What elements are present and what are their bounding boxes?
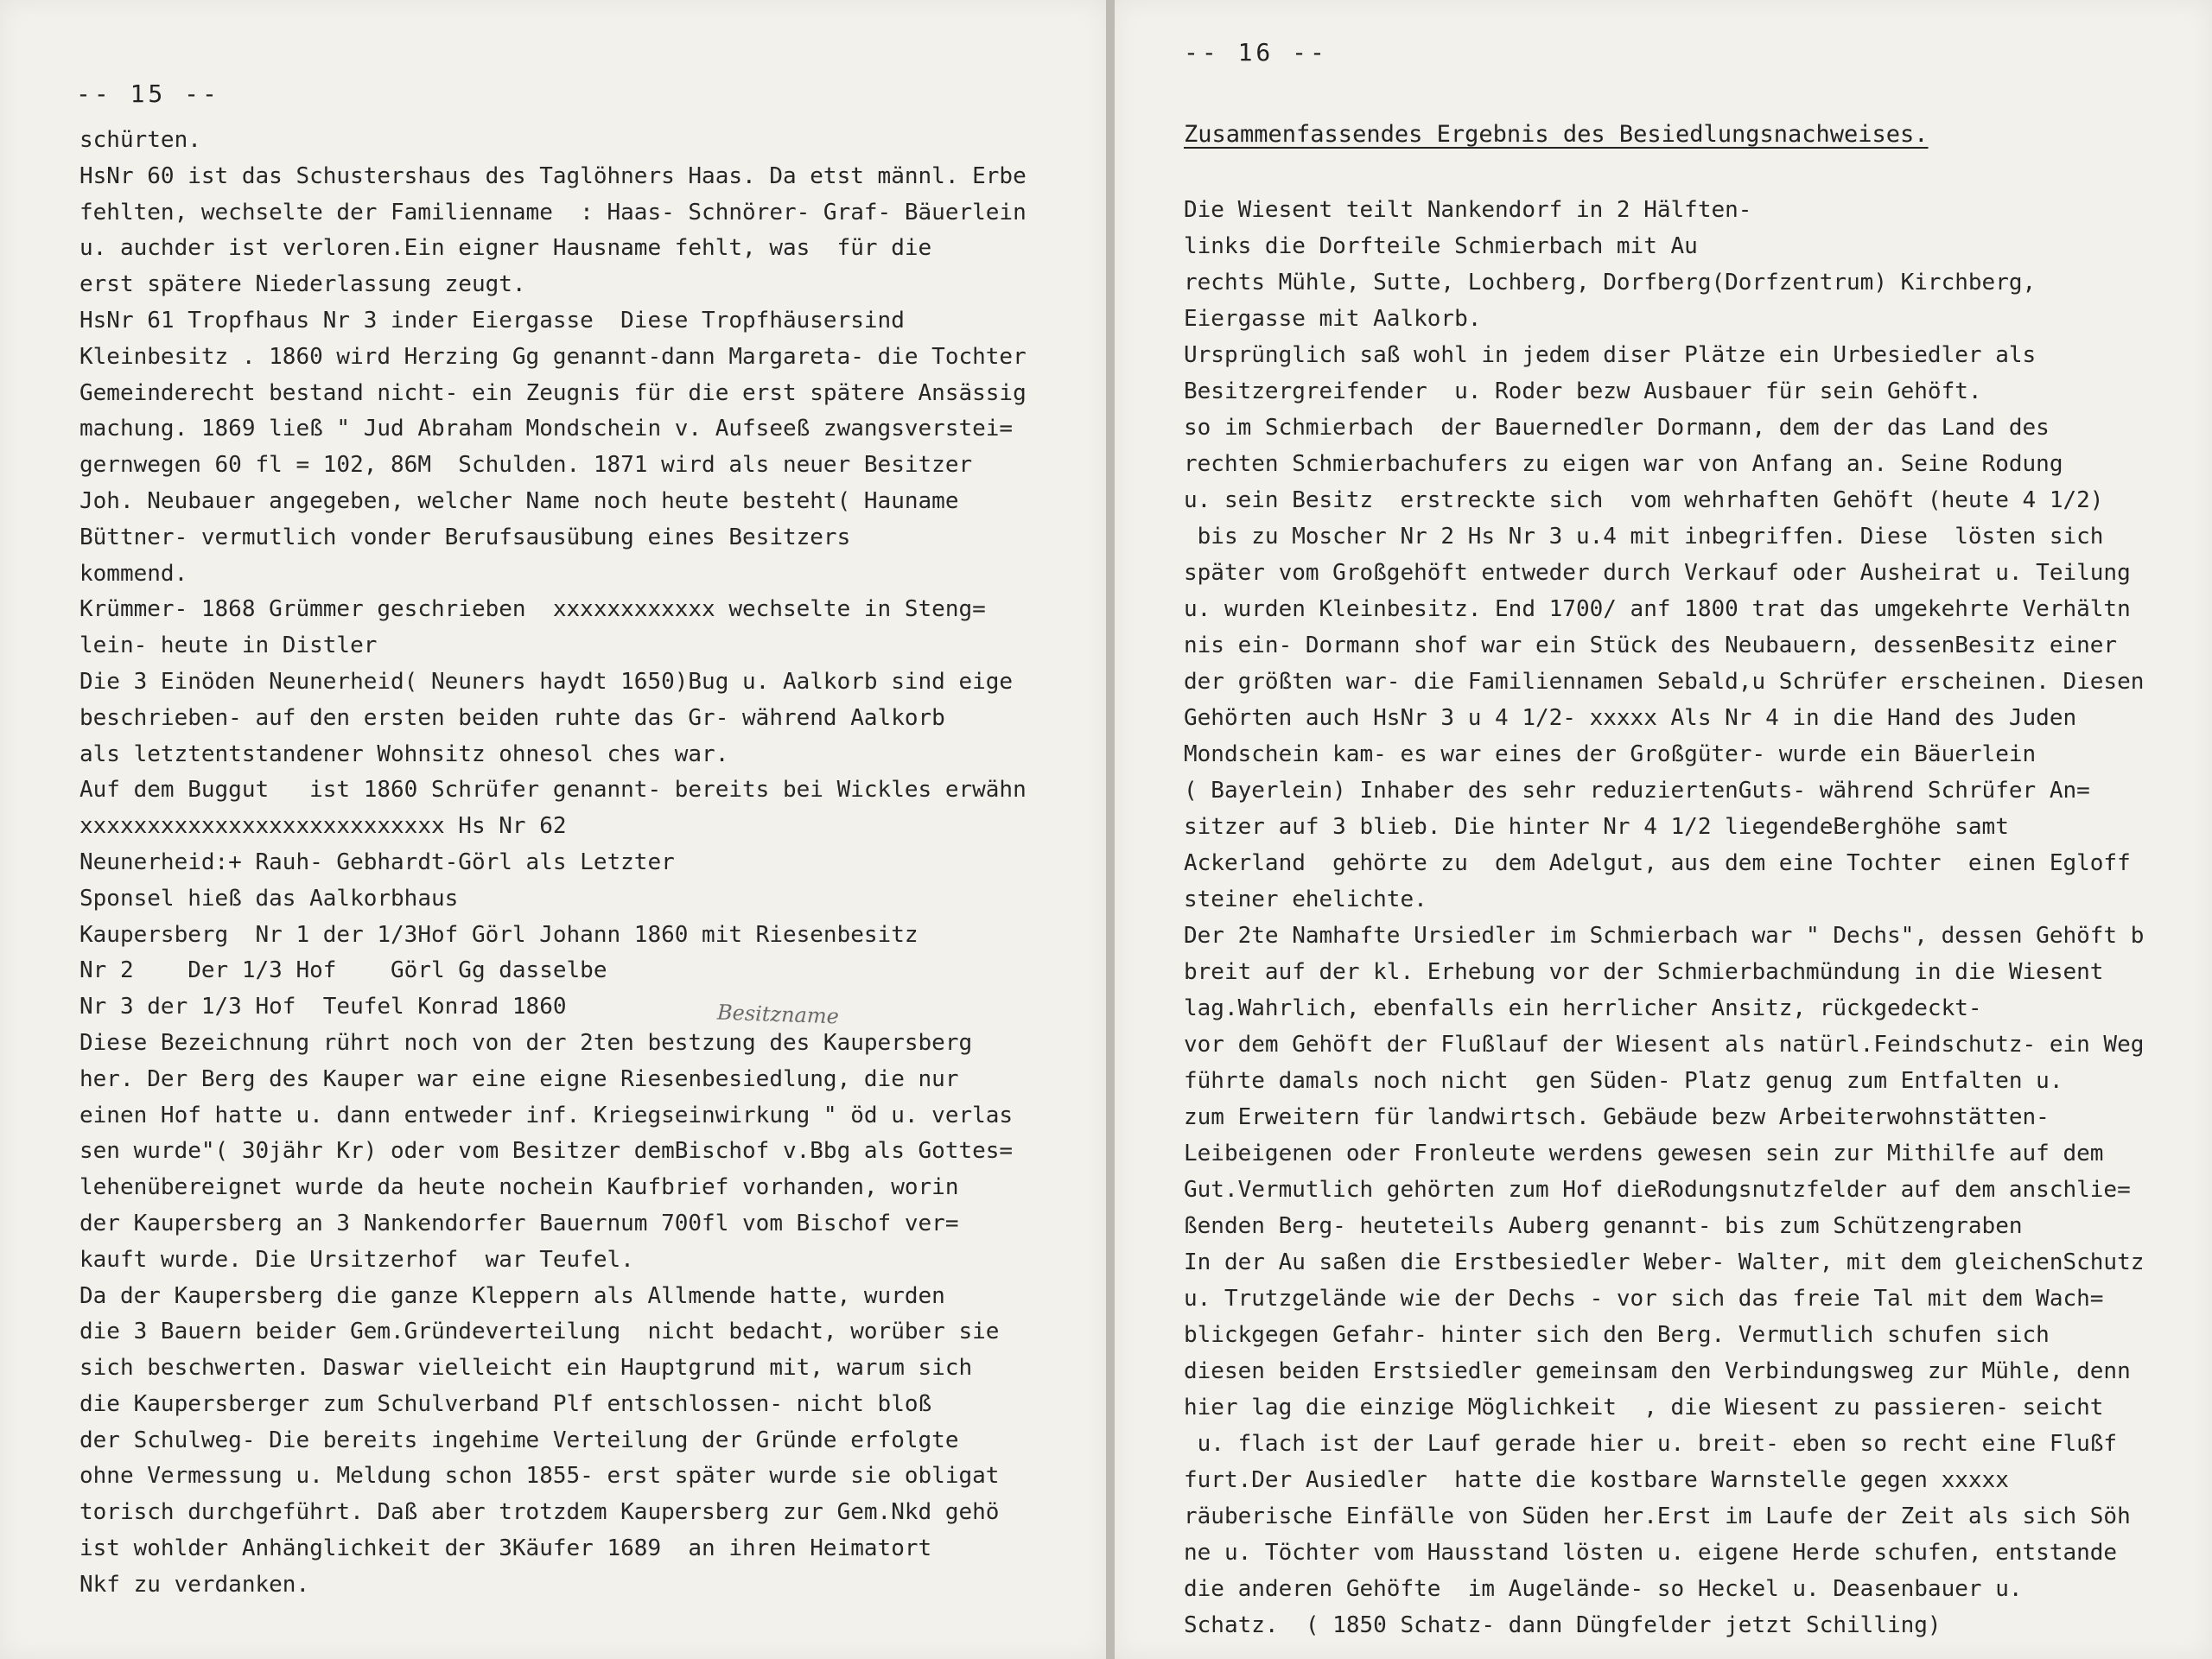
- text-line: diesen beiden Erstsiedler gemeinsam den Verbindungsweg zur Mühle, denn: [1184, 1358, 2131, 1384]
- text-line: blickgegen Gefahr- hinter sich den Berg. Vermutlich schufen sich: [1184, 1322, 2050, 1348]
- text-line: Sponsel hieß das Aalkorbhaus: [79, 885, 459, 912]
- page-16-text: [1184, 192, 2208, 1643]
- text-line: erst spätere Niederlassung zeugt.: [79, 271, 526, 298]
- text-line: Besitzergreifender u. Roder bezw Ausbauer für sein Gehöft.: [1184, 378, 1982, 404]
- text-line: der Kaupersberg an 3 Nankendorfer Bauernum 700fl vom Bischof ver=: [79, 1210, 959, 1236]
- text-line: so im Schmierbach der Bauernedler Dormann, dem der das Land des: [1184, 415, 2050, 441]
- text-line: HsNr 60 ist das Schustershaus des Taglöhners Haas. Da etst männl. Erbe: [79, 162, 1027, 189]
- text-line: kommend.: [79, 560, 188, 587]
- text-line: machung. 1869 ließ " Jud Abraham Mondschein v. Aufseeß zwangsverstei=: [79, 416, 1014, 442]
- text-line: furt.Der Ausiedler hatte die kostbare Warnstelle gegen xxxxx: [1184, 1467, 2009, 1493]
- text-line: torisch durchgeführt. Daß aber trotzdem Kaupersberg zur Gem.Nkd gehö: [79, 1499, 1000, 1526]
- text-line: führte damals noch nicht gen Süden- Platz genug zum Entfalten u.: [1184, 1068, 2063, 1094]
- text-line: In der Au saßen die Erstbesiedler Weber- Walter, mit dem gleichenSchutz: [1184, 1249, 2145, 1275]
- text-line: sen wurde"( 30jähr Kr) oder vom Besitzer demBischof v.Bbg als Gottes=: [79, 1138, 1014, 1165]
- text-line: Krümmer- 1868 Grümmer geschrieben xxxxxxxxxxxx wechselte in Steng=: [79, 596, 986, 623]
- text-line: u. wurden Kleinbesitz. End 1700/ anf 1800 trat das umgekehrte Verhältn: [1184, 596, 2131, 622]
- text-line: Joh. Neubauer angegeben, welcher Name noch heute besteht( Hauname: [79, 487, 959, 514]
- text-line: Diese Bezeichnung rührt noch von der 2ten bestzung des Kaupersberg: [79, 1029, 973, 1056]
- text-line: gernwegen 60 fl = 102, 86M Schulden. 1871 wird als neuer Besitzer: [79, 452, 973, 479]
- text-line: beschrieben- auf den ersten beiden ruhte das Gr- während Aalkorb: [79, 704, 945, 731]
- page-15-text: [79, 123, 1103, 1604]
- text-line: Ursprünglich saß wohl in jedem diser Plätze ein Urbesiedler als: [1184, 342, 2037, 368]
- text-line: Die 3 Einöden Neunerheid( Neuners haydt 1650)Bug u. Aalkorb sind eige: [79, 668, 1014, 695]
- text-line: ist wohlder Anhänglichkeit der 3Käufer 1689 an ihren Heimatort: [79, 1535, 932, 1562]
- page-gutter: [1106, 0, 1115, 1659]
- text-line: ßenden Berg- heuteteils Auberg genannt- bis zum Schützengraben: [1184, 1213, 2023, 1239]
- text-line: die Kaupersberger zum Schulverband Plf entschlossen- nicht bloß: [79, 1390, 932, 1417]
- text-line: Nkf zu verdanken.: [79, 1571, 310, 1598]
- text-line: links die Dorfteile Schmierbach mit Au: [1184, 233, 1698, 259]
- text-line: Nr 2 Der 1/3 Hof Görl Gg dasselbe: [79, 957, 607, 984]
- text-line: Eiergasse mit Aalkorb.: [1184, 306, 1482, 332]
- text-line: zum Erweitern für landwirtsch. Gebäude bezw Arbeiterwohnstätten-: [1184, 1104, 2050, 1130]
- text-line: hier lag die einzige Möglichkeit , die Wiesent zu passieren- seicht: [1184, 1395, 2104, 1421]
- text-line: rechts Mühle, Sutte, Lochberg, Dorfberg(Dorfzentrum) Kirchberg,: [1184, 270, 2037, 296]
- text-line: Leibeigenen oder Fronleute werdens gewesen sein zur Mithilfe auf dem: [1184, 1141, 2104, 1166]
- text-line: Die Wiesent teilt Nankendorf in 2 Hälften-: [1184, 197, 1752, 223]
- text-line: her. Der Berg des Kauper war eine eigne Riesenbesiedlung, die nur: [79, 1065, 959, 1092]
- text-line: ne u. Töchter vom Hausstand lösten u. eigene Herde schufen, entstande: [1184, 1540, 2118, 1566]
- text-line: vor dem Gehöft der Flußlauf der Wiesent als natürl.Feindschutz- ein Weg: [1184, 1032, 2145, 1058]
- text-line: Gemeinderecht bestand nicht- ein Zeugnis für die erst spätere Ansässig: [79, 379, 1027, 406]
- text-line: u. flach ist der Lauf gerade hier u. breit- eben so recht eine Flußf: [1184, 1431, 2118, 1457]
- text-line: kauft wurde. Die Ursitzerhof war Teufel.: [79, 1246, 634, 1273]
- text-line: xxxxxxxxxxxxxxxxxxxxxxxxxxx Hs Nr 62: [79, 813, 567, 840]
- text-line: u. Trutzgelände wie der Dechs - vor sich das freie Tal mit dem Wach=: [1184, 1286, 2104, 1312]
- text-line: Mondschein kam- es war eines der Großgüter- wurde ein Bäuerlein: [1184, 741, 2037, 767]
- section-heading: Zusammenfassendes Ergebnis des Besiedlungsnachweises.: [1184, 121, 1929, 148]
- text-line: Kleinbesitz . 1860 wird Herzing Gg genannt-dann Margareta- die Tochter: [79, 343, 1027, 370]
- text-line: breit auf der kl. Erhebung vor der Schmierbachmündung in die Wiesent: [1184, 959, 2104, 985]
- text-line: die anderen Gehöfte im Augelände- so Heckel u. Deasenbauer u.: [1184, 1576, 2023, 1602]
- text-line: Schatz. ( 1850 Schatz- dann Düngfelder jetzt Schilling): [1184, 1612, 1942, 1638]
- text-line: nis ein- Dormann shof war ein Stück des Neubauern, dessenBesitz einer: [1184, 632, 2118, 658]
- text-line: u. sein Besitz erstreckte sich vom wehrhaften Gehöft (heute 4 1/2): [1184, 487, 2104, 513]
- text-line: Gut.Vermutlich gehörten zum Hof dieRodungsnutzfelder auf dem anschlie=: [1184, 1177, 2131, 1203]
- text-line: der Schulweg- Die bereits ingehime Verteilung der Gründe erfolgte: [79, 1427, 959, 1453]
- text-line: die 3 Bauern beider Gem.Gründeverteilung nicht bedacht, worüber sie: [79, 1319, 1000, 1345]
- text-line: fehlten, wechselte der Familienname : Haas- Schnörer- Graf- Bäuerlein: [79, 199, 1027, 226]
- text-line: Gehörten auch HsNr 3 u 4 1/2- xxxxx Als Nr 4 in die Hand des Juden: [1184, 705, 2077, 731]
- page-number: -- 16 --: [1184, 38, 1328, 67]
- text-line: einen Hof hatte u. dann entweder inf. Kriegseinwirkung " öd u. verlas: [79, 1102, 1014, 1128]
- text-line: sich beschwerten. Daswar vielleicht ein Hauptgrund mit, warum sich: [79, 1355, 973, 1382]
- text-line: der größten war- die Familiennamen Sebald,u Schrüfer erscheinen. Diesen: [1184, 669, 2145, 695]
- text-line: Nr 3 der 1/3 Hof Teufel Konrad 1860: [79, 994, 567, 1020]
- text-line: räuberische Einfälle von Süden her.Erst im Laufe der Zeit als sich Söh: [1184, 1503, 2131, 1529]
- page-16: [1115, 0, 2212, 1659]
- text-line: Ackerland gehörte zu dem Adelgut, aus dem eine Tochter einen Egloff: [1184, 850, 2131, 876]
- text-line: ( Bayerlein) Inhaber des sehr reduziertenGuts- während Schrüfer An=: [1184, 778, 2090, 804]
- text-line: Büttner- vermutlich vonder Berufsausübung eines Besitzers: [79, 524, 851, 550]
- text-line: Der 2te Namhafte Ursiedler im Schmierbach war " Dechs", dessen Gehöft b: [1184, 923, 2145, 949]
- text-line: Kaupersberg Nr 1 der 1/3Hof Görl Johann 1860 mit Riesenbesitz: [79, 921, 918, 948]
- text-line: Auf dem Buggut ist 1860 Schrüfer genannt- bereits bei Wickles erwähn: [79, 777, 1027, 804]
- text-line: als letztentstandener Wohnsitz ohnesol ches war.: [79, 741, 729, 767]
- text-line: Da der Kaupersberg die ganze Kleppern als Allmende hatte, wurden: [79, 1282, 945, 1309]
- text-line: u. auchder ist verloren.Ein eigner Hausname fehlt, was für die: [79, 235, 932, 262]
- text-line: HsNr 61 Tropfhaus Nr 3 inder Eiergasse Diese Tropfhäusersind: [79, 307, 905, 334]
- text-line: rechten Schmierbachufers zu eigen war von Anfang an. Seine Rodung: [1184, 451, 2063, 477]
- page-number: -- 15 --: [76, 79, 220, 108]
- text-line: steiner ehelichte.: [1184, 887, 1427, 912]
- text-line: sitzer auf 3 blieb. Die hinter Nr 4 1/2 liegendeBerghöhe samt: [1184, 814, 2009, 840]
- text-line: später vom Großgehöft entweder durch Verkauf oder Ausheirat u. Teilung: [1184, 560, 2131, 586]
- text-line: lein- heute in Distler: [79, 632, 378, 659]
- text-line: schürten.: [79, 127, 201, 153]
- text-line: bis zu Moscher Nr 2 Hs Nr 3 u.4 mit inbegriffen. Diese lösten sich: [1184, 524, 2104, 550]
- text-line: lehenübereignet wurde da heute nochein Kaufbrief vorhanden, worin: [79, 1174, 959, 1201]
- handwritten-annotation: Besitzname: [716, 1000, 840, 1029]
- text-line: lag.Wahrlich, ebenfalls ein herrlicher Ansitz, rückgedeckt-: [1184, 995, 1982, 1021]
- text-line: ohne Vermessung u. Meldung schon 1855- erst später wurde sie obligat: [79, 1463, 1000, 1490]
- text-line: Neunerheid:+ Rauh- Gebhardt-Görl als Letzter: [79, 849, 675, 875]
